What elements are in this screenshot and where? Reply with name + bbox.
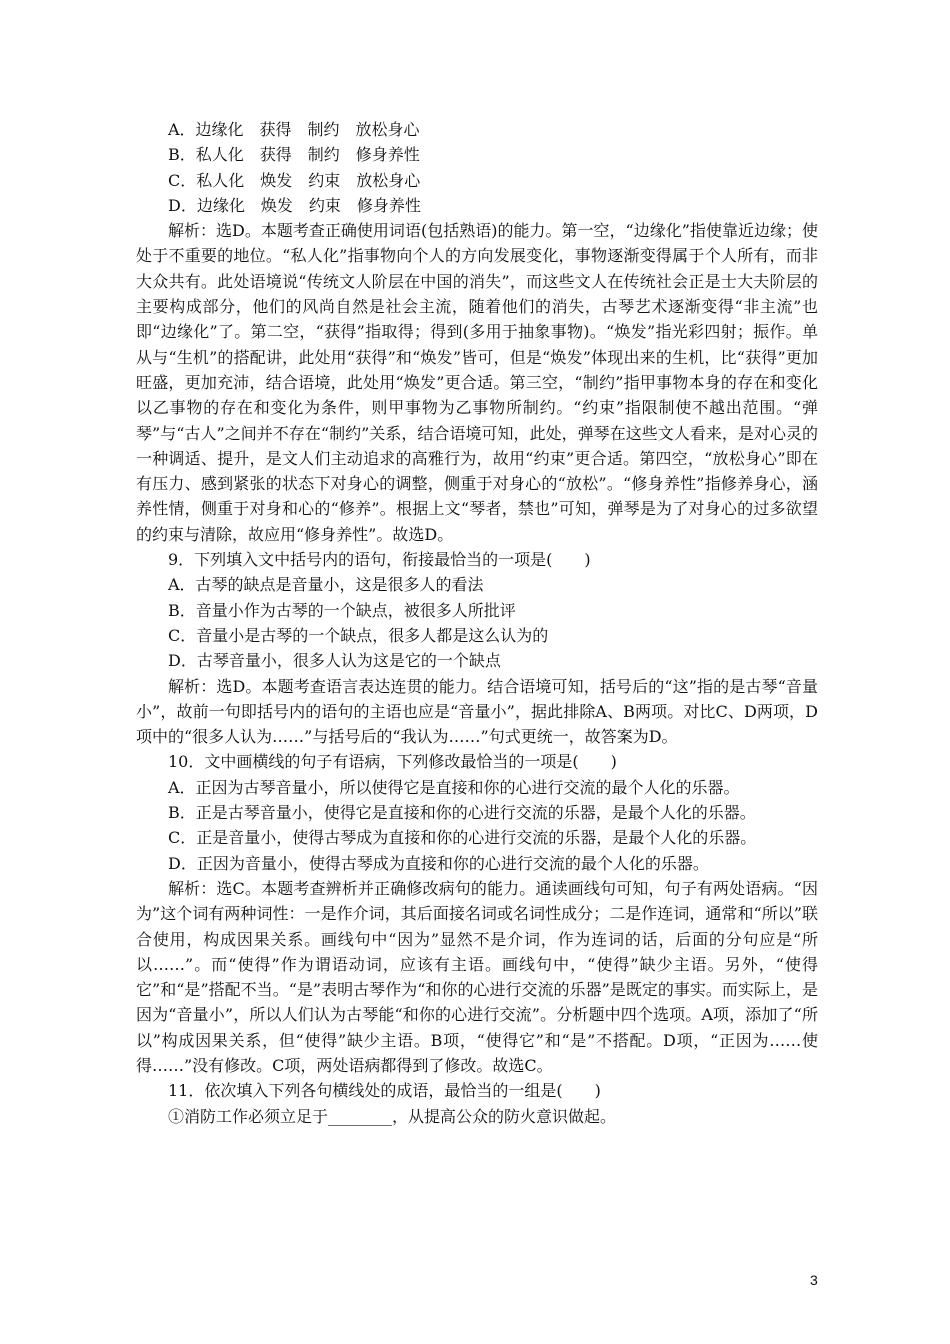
- question-11-item-1: ①消防工作必须立足于________，从提高公众的防火意识做起。: [168, 1106, 617, 1126]
- option-10c: C．正是音量小，使得古琴成为直接和你的心进行交流的乐器，是最个人化的乐器。: [168, 828, 757, 848]
- option-8b: B．私人化 获得 制约 修身养性: [168, 145, 420, 165]
- question-11: 11．依次填入下列各句横线处的成语，最恰当的一组是( ): [168, 1081, 601, 1101]
- analysis-9: 解析：选D。本题考查语言表达连贯的能力。结合语境可知，括号后的“这”指的是古琴“音量小”，故前一句即括号内的语句的主语也应是“音量小”，据此排除A、B两项。对比C、D两项，D项中的“很多人认为……”与括号后的“我认为……”句式更统一，故答案为D。: [136, 676, 818, 747]
- option-9d: D．古琴音量小，很多人认为这是它的一个缺点: [168, 651, 501, 671]
- option-9c: C．音量小是古琴的一个缺点，很多人都是这么认为的: [168, 625, 549, 645]
- option-9a: A．古琴的缺点是音量小，这是很多人的看法: [168, 575, 484, 595]
- question-9: 9．下列填入文中括号内的语句，衔接最恰当的一项是( ): [168, 550, 591, 570]
- analysis-8: 解析：选D。本题考查正确使用词语(包括熟语)的能力。第一空，“边缘化”指使靠近边缘；使处于不重要的地位。“私人化”指事物向个人的方向发展变化，事物逐渐变得属于个人所有，而非大众共有。此处语境说“传统文人阶层在中国的消失”，而这些文人在传统社会正是士大夫阶层的主要构成部分，他们的风尚自然是社会主流，随着他们的消失，古琴艺术逐渐变得“非主流”也即“边缘化”了。第二空，“获得”指取得；得到(多用于抽象事物)。“焕发”指光彩四射；振作。单从与“生机”的搭配讲，此处用“获得”和“焕发”皆可，但是“焕发”体现出来的生机，比“获得”更加旺盛，更加充沛，结合语境，此处用“焕发”更合适。第三空，“制约”指甲事物本身的存在和变化以乙事物的存在和变化为条件，则甲事物为乙事物所制约。“约束”指限制使不越出范围。“弹琴”与“古人”之间并不存在“制约”关系，结合语境可知，此处，弹琴在这些文人看来，是对心灵的一种调适、提升，是文人们主动追求的高雅行为，故用“约束”更合适。第四空，“放松身心”即在有压力、感到紧张的状态下对身心的调整，侧重于对身心的“放松”。“修身养性”指修养身心，涵养性情，侧重于对身和心的“修养”。根据上文“琴者，禁也”可知，弹琴是为了对身心的过多欲望的约束与清除，故应用“修身养性”。故选D。: [136, 221, 818, 544]
- option-10d: D．正因为音量小，使得古琴成为直接和你的心进行交流的最个人化的乐器。: [168, 853, 709, 873]
- option-8c: C．私人化 焕发 约束 放松身心: [168, 170, 421, 190]
- option-9b: B．音量小作为古琴的一个缺点，被很多人所批评: [168, 600, 516, 620]
- option-10b: B．正是古琴音量小，使得它是直接和你的心进行交流的乐器，是最个人化的乐器。: [168, 803, 756, 823]
- option-10a: A．正因为古琴音量小，所以使得它是直接和你的心进行交流的最个人化的乐器。: [168, 777, 740, 797]
- analysis-10: 解析：选C。本题考查辨析并正确修改病句的能力。通读画线句可知，句子有两处语病。“因为”这个词有两种词性：一是作介词，其后面接名词或名词性成分；二是作连词，通常和“所以”联合使用，构成因果关系。画线句中“因为”显然不是介词，作为连词的话，后面的分句应是“所以……”。而“使得”作为谓语动词，应该有主语。画线句中，“使得”缺少主语。另外，“使得它”和“是”搭配不当。“是”表明古琴作为“和你的心进行交流的乐器”是既定的事实。而实际上，是因为“音量小”，所以人们认为古琴能“和你的心进行交流”。分析题中四个选项。A项，添加了“所以”构成因果关系，但“使得”缺少主语。B项，“使得它”和“是”不搭配。D项，“正因为……使得……”没有修改。C项，两处语病都得到了修改。故选C。: [136, 878, 818, 1075]
- question-10: 10．文中画横线的句子有语病，下列修改最恰当的一项是( ): [168, 752, 617, 772]
- page-number: 3: [810, 1272, 818, 1288]
- option-8a: A．边缘化 获得 制约 放松身心: [168, 120, 420, 139]
- option-8d: D．边缘化 焕发 约束 修身养性: [168, 195, 421, 215]
- page-content: [136, 117, 818, 1129]
